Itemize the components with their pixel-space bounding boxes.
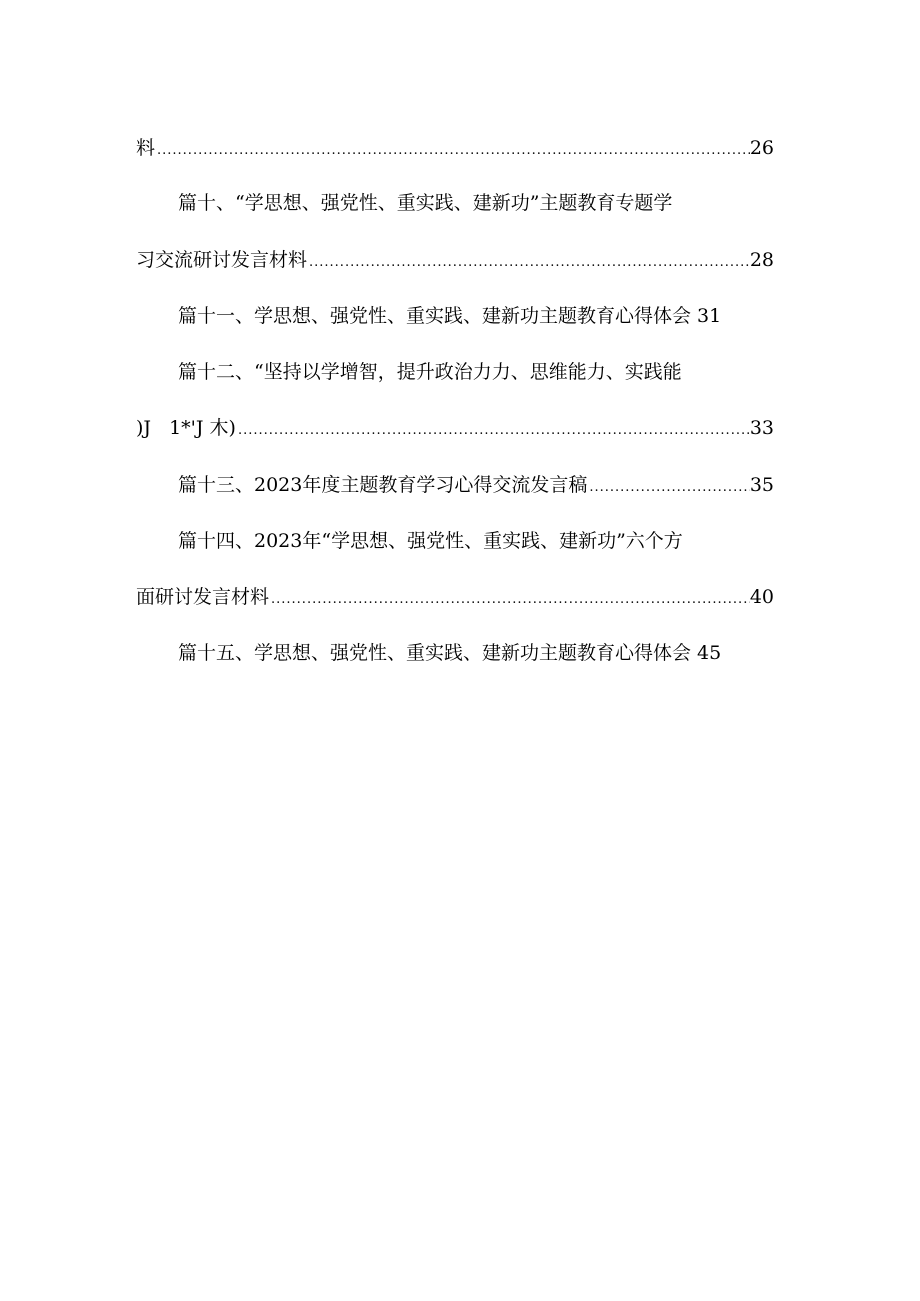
toc-leader-dots [307,247,750,276]
toc-entry-10-continuation[interactable] [136,244,774,276]
toc-entry-text-b: 1*'J 木) [169,417,236,439]
toc-entry-15[interactable] [178,637,774,669]
toc-entry-text: 习交流研讨发言材料 [136,249,308,271]
toc-page-number: 26 [749,137,774,159]
toc-entry-14[interactable] [178,525,774,557]
toc-entry-text: 篇十五、学思想、强党性、重实践、建新功主题教育心得体会 45 [178,642,722,664]
toc-entry-text: 篇十四、2023年“学思想、强党性、重实践、建新功”六个方 [178,530,683,552]
toc-leader-dots [155,135,750,164]
toc-entry-text: 篇十一、学思想、强党性、重实践、建新功主题教育心得体会 31 [178,305,722,327]
toc-entry-10[interactable] [178,187,774,219]
toc-page-number: 35 [749,474,774,496]
toc-entry-12-continuation[interactable] [136,412,774,444]
toc-page-number: 28 [749,249,774,271]
toc-entry-14-continuation[interactable] [136,581,774,613]
toc-entry-text: 料 [136,137,156,159]
toc-page-number: 33 [749,417,774,439]
toc-page-number: 40 [749,586,774,608]
toc-entry-text: 篇十二、“坚持以学增智，提升政治力力、思维能力、实践能 [178,361,682,383]
toc-entry-12[interactable] [178,356,774,388]
toc-entry-text: 篇十三、2023年度主题教育学习心得交流发言稿 [178,474,588,496]
toc-entry-text: 面研讨发言材料 [136,586,270,608]
toc-leader-dots [236,415,750,444]
toc-entry-text: 篇十、“学思想、强党性、重实践、建新功”主题教育专题学 [178,192,673,214]
toc-leader-dots [269,584,750,613]
toc-entry-11[interactable] [178,300,774,332]
toc-entry-text-a: )J [136,417,152,439]
toc-leader-dots [587,472,749,501]
toc-entry-13[interactable] [178,469,774,501]
toc-entry-continuation[interactable] [136,132,774,164]
